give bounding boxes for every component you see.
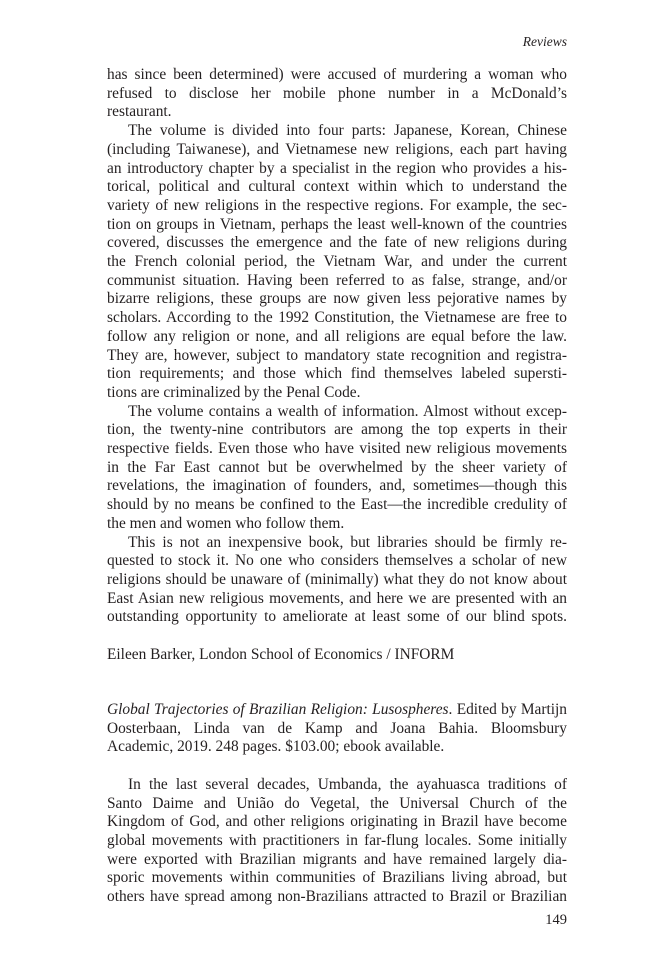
text-line: communist situation. Having been referred to as false, strange, and/or [107, 271, 567, 289]
spacer [107, 627, 567, 646]
book-heading-line-1 [107, 701, 567, 720]
text-line: should by no means be confined to the East—the incredible credulity of [107, 496, 567, 514]
text-line: Santo Daime and União do Vegetal, the Universal Church of the [107, 794, 567, 812]
review-2-body [107, 776, 567, 907]
text-line: the French colonial period, the Vietnam War, and under the current [107, 253, 567, 271]
text-line: revelations, the imagination of founders, and, sometimes—though this [107, 477, 567, 495]
text-line: scholars. According to the 1992 Constitution, the Vietnamese are free to [107, 309, 567, 327]
book-title: Global Trajectories of Brazilian Religion: Lusospheres [107, 700, 449, 718]
text-line: The volume contains a wealth of information. Almost without excep- [128, 402, 567, 420]
book-heading-line-2: Oosterbaan, Linda van de Kamp and Joana Bahia. Bloomsbury [107, 719, 567, 737]
text-line: outstanding opportunity to ameliorate at least some of our blind spots. [107, 608, 567, 626]
spacer [107, 757, 567, 776]
reviewer-signature: Eileen Barker, London School of Economics / INFORM [107, 646, 455, 664]
text-line: others have spread among non-Brazilians attracted to Brazil or Brazilian [107, 888, 567, 906]
text-line: In the last several decades, Umbanda, the ayahuasca traditions of [128, 775, 567, 793]
page-number: 149 [545, 912, 567, 928]
article-body [107, 66, 567, 907]
text-line: torical, political and cultural context within which to understand the [107, 178, 567, 196]
text-line: respective fields. Even those who have visited new religious movements [107, 440, 567, 458]
text-line: religions should be unaware of (minimally) what they do not know about [107, 570, 567, 588]
running-head: Reviews [522, 34, 567, 49]
book-heading-line-3: Academic, 2019. 248 pages. $103.00; ebook available. [107, 738, 445, 756]
spacer [107, 665, 567, 701]
text-line: The volume is divided into four parts: Japanese, Korean, Chinese [128, 122, 567, 140]
text-line: Kingdom of God, and other religions originating in Brazil have become [107, 813, 567, 831]
text-line: restaurant. [107, 103, 172, 121]
text-line: tion, the twenty-nine contributors are among the top experts in their [107, 421, 567, 439]
text-line: in the Far East cannot but be overwhelmed by the sheer variety of [107, 458, 567, 476]
text-line: tion requirements; and those which find themselves labeled supersti- [107, 365, 567, 383]
text-line: (including Taiwanese), and Vietnamese new religions, each part having [107, 140, 567, 158]
text-line: covered, discusses the emergence and the fate of new religions during [107, 234, 567, 252]
text-line: refused to disclose her mobile phone number in a McDonald’s [107, 84, 567, 102]
text-line: quested to stock it. No one who considers themselves a scholar of new [107, 552, 567, 570]
review-2-heading [107, 701, 567, 757]
text-line: follow any religion or none, and all religions are equal before the law. [107, 327, 567, 345]
text-line: sporic movements within communities of Brazilians living abroad, but [107, 869, 567, 887]
text-line: variety of new religions in the respective regions. For example, the sec- [107, 196, 567, 214]
text-line: This is not an inexpensive book, but libraries should be firmly re- [128, 533, 567, 551]
text-line: has since been determined) were accused of murdering a woman who [107, 66, 567, 83]
review-1-body [107, 66, 567, 627]
text-line: tion on groups in Vietnam, perhaps the least well-known of the countries [107, 215, 567, 233]
text-line: an introductory chapter by a specialist in the region who provides a his- [107, 159, 567, 177]
text-line: They are, however, subject to mandatory state recognition and registra- [107, 346, 567, 364]
text-line: bizarre religions, these groups are now given less pejorative names by [107, 290, 567, 308]
text-line: global movements with practitioners in far-flung locales. Some initially [107, 832, 567, 850]
text-line: were exported with Brazilian migrants and have remained largely dia- [107, 850, 567, 868]
text-line: East Asian new religious movements, and here we are presented with an [107, 589, 567, 607]
text-line: the men and women who follow them. [107, 514, 345, 532]
book-heading-rest: . Edited by Martijn [448, 700, 568, 718]
text-line: tions are criminalized by the Penal Code. [107, 383, 361, 401]
